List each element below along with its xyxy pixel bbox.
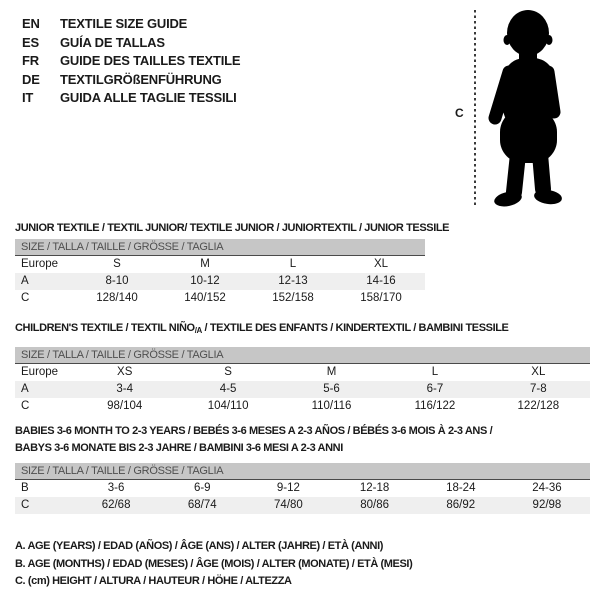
size-cell: 116/122 — [414, 400, 456, 412]
children-size-table — [15, 347, 590, 415]
size-cell: 5-6 — [323, 383, 340, 395]
size-cell: 6-7 — [426, 383, 444, 395]
size-cell: 86/92 — [446, 499, 476, 511]
baby-silhouette-image — [481, 6, 573, 208]
language-code: DE — [22, 71, 40, 87]
size-cell: 12-18 — [359, 482, 390, 494]
language-code: EN — [22, 16, 40, 31]
children-title-main: CHILDREN'S TEXTILE / TEXTIL NIÑO — [15, 322, 195, 334]
size-cell: 24-36 — [532, 482, 562, 494]
size-header-band: SIZE / TALLA / TAILLE / GRÖSSE / TAGLIA — [15, 239, 425, 256]
size-cell: 62/68 — [101, 499, 131, 511]
table-row — [15, 273, 425, 290]
size-cell: 80/86 — [360, 499, 389, 511]
language-code: ES — [22, 34, 39, 50]
size-cell: 74/80 — [274, 499, 303, 511]
language-title: GUÍA DE TALLAS — [60, 34, 165, 50]
size-cell: S — [224, 366, 232, 378]
language-title: GUIDE DES TAILLES TEXTILE — [60, 53, 241, 68]
babies-table-title: BABIES 3-6 MONTH TO 2-3 YEARS / BEBÉS 3-6 MESES A 2-3 AÑOS / BÉBÉS 3-6 MOIS À 2-3 ANS / BABYS 3-6 MONATE BIS 2-3 JAHRE / BAMBINI 3-6 MESI A 2-3 ANNI — [15, 425, 493, 454]
junior-table-title: JUNIOR TEXTILE / TEXTIL JUNIOR/ TEXTILE JUNIOR / JUNIORTEXTIL / JUNIOR TESSILE — [15, 222, 450, 234]
language-title: GUIDA ALLE TAGLIE TESSILI — [60, 90, 237, 105]
size-header-band: SIZE / TALLA / TAILLE / GRÖSSE / TAGLIA — [15, 347, 590, 364]
size-cell: 10-12 — [190, 275, 220, 287]
legend-line-height: C. (cm) HEIGHT / ALTURA / HAUTEUR / HÖHE / ALTEZZA — [15, 575, 292, 587]
size-cell: XS — [117, 366, 133, 378]
height-measure-dashed-line — [474, 10, 476, 208]
size-header-band: SIZE / TALLA / TAILLE / GRÖSSE / TAGLIA — [15, 463, 590, 480]
size-cell: 12-13 — [278, 275, 308, 287]
language-row — [22, 52, 240, 71]
size-cell: 110/116 — [311, 400, 352, 412]
language-code: FR — [22, 53, 39, 68]
size-cell: 98/104 — [107, 400, 143, 412]
language-title: TEXTILGRÖßENFÜHRUNG — [60, 71, 222, 87]
table-row — [15, 480, 590, 497]
language-row — [22, 15, 240, 34]
row-label: C — [21, 400, 30, 412]
children-table-title — [15, 320, 597, 339]
size-cell: 122/128 — [517, 400, 560, 412]
language-row — [22, 89, 240, 108]
size-cell: L — [431, 366, 439, 378]
size-cell: L — [289, 258, 297, 270]
size-cell: 7-8 — [530, 383, 547, 395]
size-cell: 6-9 — [193, 482, 211, 494]
size-cell: 14-16 — [366, 275, 396, 287]
legend-line-age-months: B. AGE (MONTHS) / EDAD (MESES) / ÂGE (MOIS) / ALTER (MONATE) / ETÀ (MESI) — [15, 557, 413, 570]
language-row — [22, 34, 240, 53]
size-cell: 4-5 — [219, 383, 237, 395]
size-cell: 68/74 — [187, 499, 217, 511]
size-cell: 3-6 — [107, 482, 125, 494]
size-cell: 18-24 — [446, 482, 476, 494]
row-label: Europe — [21, 366, 59, 378]
language-row — [22, 71, 240, 90]
table-row — [15, 381, 590, 398]
size-cell: M — [200, 258, 210, 270]
size-cell: 104/110 — [207, 400, 249, 412]
row-label: Europe — [21, 258, 59, 270]
language-code: IT — [22, 90, 34, 105]
size-cell: 128/140 — [96, 292, 138, 304]
children-title-subscript: /A — [194, 326, 202, 335]
size-cell: 8-10 — [105, 275, 129, 287]
measure-legend — [15, 538, 412, 591]
language-title-list — [22, 15, 240, 108]
size-cell: 158/170 — [360, 292, 402, 304]
babies-size-table — [15, 463, 590, 514]
size-cell: 9-12 — [276, 482, 300, 494]
height-measure-label: C — [455, 106, 464, 120]
row-label: C — [21, 292, 30, 304]
size-cell: 140/152 — [184, 292, 226, 304]
table-row — [15, 364, 590, 381]
size-cell: 152/158 — [272, 292, 314, 304]
table-row — [15, 398, 590, 415]
size-cell: M — [326, 366, 337, 378]
row-label: A — [21, 275, 29, 287]
size-cell: XL — [531, 366, 546, 378]
size-cell: 3-4 — [116, 383, 134, 395]
size-cell: XL — [373, 258, 389, 270]
row-label: A — [21, 383, 29, 395]
table-row — [15, 256, 425, 273]
row-label: C — [21, 499, 30, 511]
size-cell: 92/98 — [532, 499, 562, 511]
legend-line-age-years: A. AGE (YEARS) / EDAD (AÑOS) / ÂGE (ANS) / ALTER (JAHRE) / ETÀ (ANNI) — [15, 540, 383, 552]
size-cell: S — [113, 258, 121, 270]
language-title: TEXTILE SIZE GUIDE — [60, 16, 188, 31]
row-label: B — [21, 482, 29, 494]
children-title-rest: / TEXTILE DES ENFANTS / KINDERTEXTIL / BAMBINI TESSILE — [201, 322, 509, 334]
table-row — [15, 497, 590, 514]
table-row — [15, 290, 425, 307]
junior-size-table — [15, 239, 425, 307]
